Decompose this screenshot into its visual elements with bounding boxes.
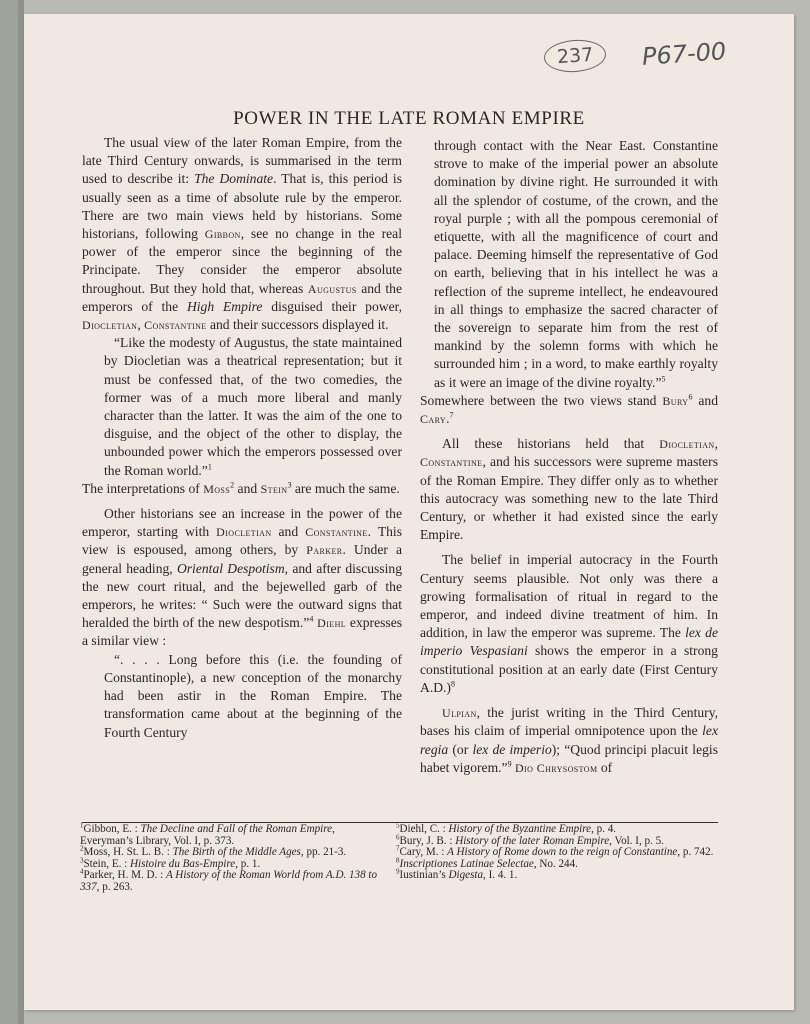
handwritten-circled-number: 237 [543,38,607,74]
paragraph-6: The belief in imperial autocracy in the Fourth Century seems plausible. Not only was there a growing formalisation of ritual in regard to the emperor, and indeed divine treatment of him. In addition, in law the emperor was supreme. The lex de imperio Vespasiani shows the emperor in a strong constitutional position at an early date (First Century A.D.)$^8$ [420,552,718,695]
footnotes-right [396,821,718,882]
footnote: $^4$Parker, H. M. D. : A History of the Roman World from A.D. 138 to 337, p. 263. [80,867,378,893]
footnote: $^3$Stein, E. : Histoire du Bas-Empire, p. 1. [80,856,261,870]
left-column [82,134,402,742]
paragraph-5: All these historians held that Diocletian, Constantine, and his successors were supreme masters of the Roman Empire. They differ only as to whether this autocracy was something new to the late Third Century, or whether it had existed since the early Empire. [420,436,718,543]
paragraph-7: Ulpian, the jurist writing in the Third Century, bases his claim of imperial omnipotence upon the lex regia (or lex de imperio); “Quod principi placuit legis habet vigorem.”$^9$ Dio Chrysostom of [420,705,718,775]
footnotes-left [80,821,380,894]
diehl-quote: “. . . . Long before this (i.e. the founding of Constantinople), a new conception of the monarchy had been astir in the Roman Empire. The transformation came about at the beginning of the Fourth Century [104,651,402,740]
footnote: $^6$Bury, J. B. : History of the later Roman Empire, Vol. I, p. 5. [396,832,664,847]
footnote: $^2$Moss, H. St. L. B. : The Birth of the Middle Ages, pp. 21-3. [80,844,347,859]
footnote: $^7$Cary, M. : A History of Rome down to the reign of Constantine, p. 742. [396,844,714,859]
right-column [420,137,718,777]
handwritten-code: P67-00 [641,37,728,71]
paragraph-3: Other historians see an increase in the power of the emperor, starting with Diocletian and Constantine. This view is espoused, among others, by Parker. Under a general heading, Oriental Despotism, and after discussing the new court ritual, and the bejewelled garb of the emperors, he writes: “ Such were the outward signs that heralded the birth of the new despotism.”$^4$ Diehl expresses a similar view : [82,506,403,649]
diehl-quote-continued: through contact with the Near East. Constantine strove to make of the imperial power an absolute domination by divine right. He surrounded it with all the splendor of costume, of the crown, and the royal purple ; with all the pompous ceremonial of etiquette, with all the magnificence of court and palace. Deeming himself the representative of God on earth, believing that in his intellect he was a reflection of the supreme intellect, he endeavoured in all things to emphasize the sacred character of the sovereign to separate him from the rest of mankind by the solemn forms with which he surrounded him ; in a word, to make earthly royalty as it were an image of the divine royalty.”$^5$ [434,138,718,390]
paragraph-4: Somewhere between the two views stand Bury$^6$ and Cary.$^7$ [420,392,718,427]
page-title: POWER IN THE LATE ROMAN EMPIRE [233,108,585,129]
footnote: $^1$Gibbon, E. : The Decline and Fall of the Roman Empire, Everyman’s Library, Vol. I, p. 373. [80,821,335,847]
footnote: $^5$Diehl, C. : History of the Byzantine Empire, p. 4. [396,821,617,835]
paragraph-1: The usual view of the later Roman Empire, from the late Third Century onwards, is summarised in the term used to describe it: The Dominate. That is, this period is usually seen as a time of absolute rule by the emperor. There are two main views held by historians. Some historians, following Gibbon, see no change in the real power of the emperor since the beginning of the Principate. They consider the emperor absolute throughout. But they hold that, whereas Augustus and the emperors of the High Empire disguised their power, Diocletian, Constantine and their successors displayed it. [82,135,403,333]
footnote: $^9$Iustinian’s Digesta, I. 4. 1. [396,867,518,882]
gibbon-quote: “Like the modesty of Augustus, the state maintained by Diocletian was a theatrical representation; but it must be confessed that, of the two comedies, the former was of a much more liberal and manly character than the latter. It was the aim of the one to disguise, and the object of the other to display, the unbounded power which the emperors possessed over the Roman world.”$^1$ [104,335,402,478]
document-page [24,14,794,1010]
paragraph-2: The interpretations of Moss$^2$ and Stein$^3$ are much the same. [82,480,400,496]
footnote: $^8$Inscriptiones Latinae Selectae, No. 244. [396,856,578,870]
